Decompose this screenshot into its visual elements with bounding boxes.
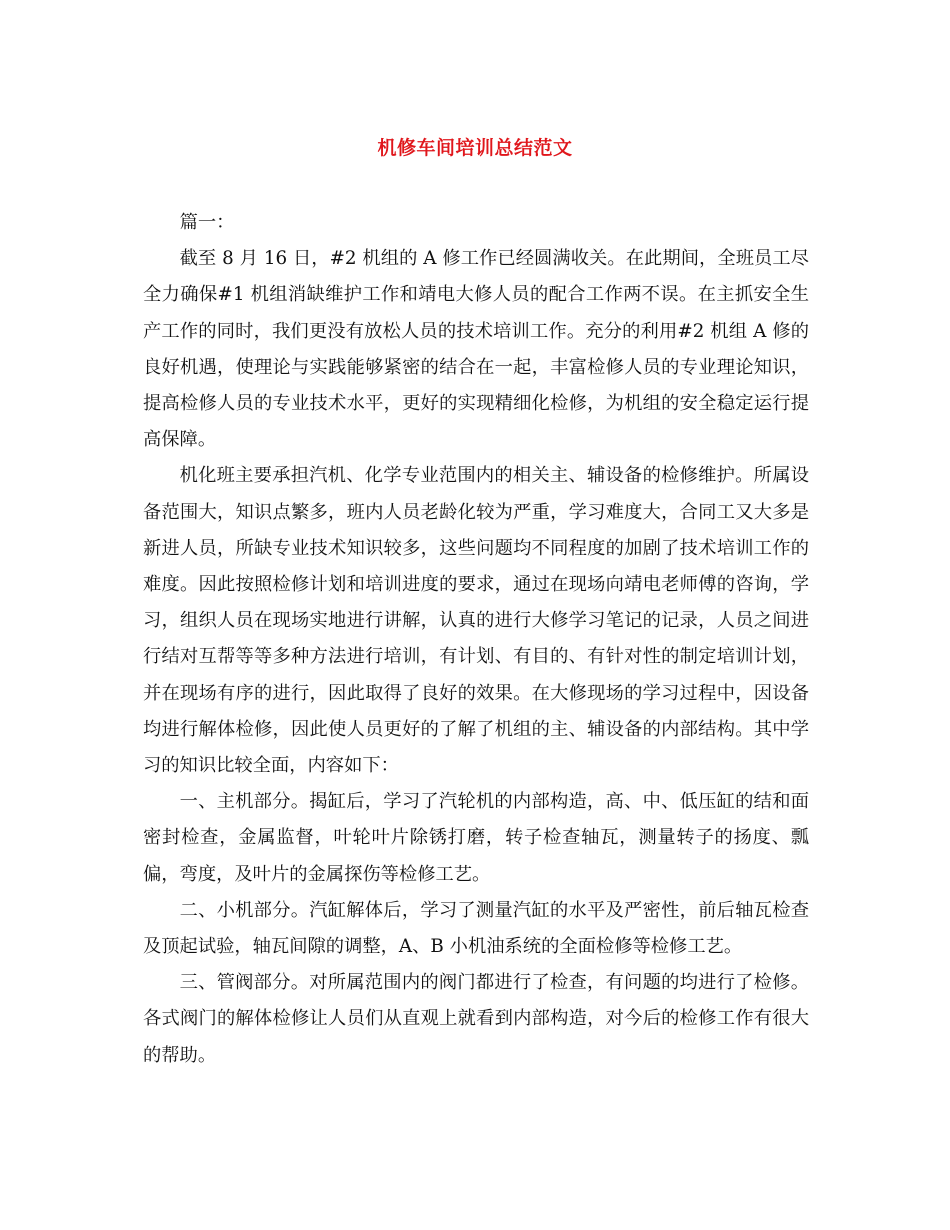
paragraph-valves: 三、管阀部分。对所属范围内的阀门都进行了检查，有问题的均进行了检修。各式阀门的解体检修让人员们从直观上就看到内部构造，对今后的检修工作有很大的帮助。 — [143, 972, 809, 1066]
paragraph-team-overview: 机化班主要承担汽机、化学专业范围内的相关主、辅设备的检修维护。所属设备范围大，知识点繁多，班内人员老龄化较为严重，学习难度大，合同工又大多是新进人员，所缺专业技术知识较多，这些问题均不同程度的加剧了技术培训工作的难度。因此按照检修计划和培训进度的要求，通过在现场向靖电老师傅的咨询，学习，组织人员在现场实地进行讲解，认真的进行大修学习笔记的记录，人员之间进行结对互帮等等多种方法进行培训，有计划、有目的、有针对性的制定培训计划，并在现场有序的进行，因此取得了良好的效果。在大修现场的学习过程中，因设备均进行解体检修，因此使人员更好的了解了机组的主、辅设备的内部结构。其中学习的知识比较全面，内容如下： — [143, 465, 809, 777]
paragraph-small-unit: 二、小机部分。汽缸解体后，学习了测量汽缸的水平及严密性，前后轴瓦检查及顶起试验，轴瓦间隙的调整，A、B 小机油系统的全面检修等检修工艺。 — [143, 899, 809, 958]
paragraph-intro: 截至 8 月 16 日，#2 机组的 A 修工作已经圆满收关。在此期间，全班员工尽全力确保#1 机组消缺维护工作和靖电大修人员的配合工作两不误。在主抓安全生产工作的同时，我们更没有放松人员的技术培训工作。充分的利用#2 机组 A 修的良好机遇，使理论与实践能够紧密的结合在一起，丰富检修人员的专业理论知识，提高检修人员的专业技术水平，更好的实现精细化检修，为机组的安全稳定运行提高保障。 — [143, 248, 809, 451]
section-label: 篇一： — [179, 212, 235, 233]
document-body — [143, 205, 809, 1074]
document-title: 机修车间培训总结范文 — [377, 137, 573, 159]
paragraph-main-unit: 一、主机部分。揭缸后，学习了汽轮机的内部构造，高、中、低压缸的结和面密封检查，金属监督，叶轮叶片除锈打磨，转子检查轴瓦，测量转子的扬度、瓢偏，弯度，及叶片的金属探伤等检修工艺。 — [143, 791, 809, 885]
